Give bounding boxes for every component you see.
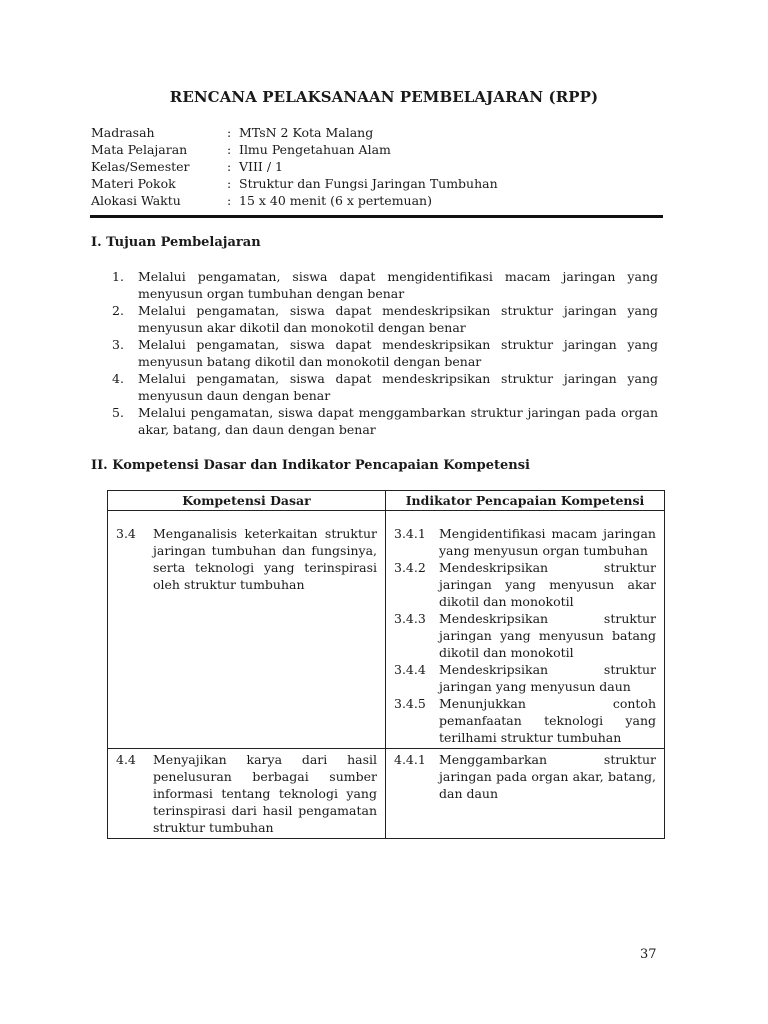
table-row <box>108 749 665 839</box>
kd-item <box>116 525 377 593</box>
indicator-item <box>394 661 656 695</box>
kd-number: 3.4 <box>116 526 136 541</box>
indicator-item <box>394 525 656 559</box>
table-header-row <box>108 491 665 511</box>
indicator-cell <box>386 511 665 749</box>
list-item <box>112 268 658 302</box>
indicator-text: Mendeskripsikan struktur jaringan yang menyusun akar dikotil dan monokotil <box>439 560 656 609</box>
info-block <box>91 124 666 209</box>
page-title: RENCANA PELAKSANAAN PEMBELAJARAN (RPP) <box>169 88 599 106</box>
info-row-materi-pokok <box>91 175 666 192</box>
list-item <box>112 404 658 438</box>
kd-cell <box>108 511 386 749</box>
kd-number: 4.4 <box>116 752 136 767</box>
competency-table <box>107 490 665 839</box>
indicator-text: Menggambarkan struktur jaringan pada organ akar, batang, dan daun <box>439 752 656 801</box>
kd-text: Menyajikan karya dari hasil penelusuran berbagai sumber informasi tentang teknologi yang terinspirasi dari hasil pengamatan struktur tumbuhan <box>153 752 377 835</box>
page-number: 37 <box>640 947 657 962</box>
indicator-number: 3.4.4 <box>394 662 426 677</box>
info-row-madrasah <box>91 124 666 141</box>
kd-item <box>116 751 377 836</box>
goal-number: 1. <box>112 269 124 284</box>
goal-text: Melalui pengamatan, siswa dapat menggambarkan struktur jaringan pada organ akar, batang, dan daun dengan benar <box>138 405 658 437</box>
indicator-item <box>394 559 656 610</box>
info-colon: : <box>227 193 232 208</box>
section-heading-tujuan: I. Tujuan Pembelajaran <box>91 235 261 250</box>
indicator-cell <box>386 749 665 839</box>
goal-text: Melalui pengamatan, siswa dapat mendeskripsikan struktur jaringan yang menyusun daun dengan benar <box>138 371 658 403</box>
goal-text: Melalui pengamatan, siswa dapat mendeskripsikan struktur jaringan yang menyusun akar dikotil dan monokotil dengan benar <box>138 303 658 335</box>
goal-text: Melalui pengamatan, siswa dapat mendeskripsikan struktur jaringan yang menyusun batang dikotil dan monokotil dengan benar <box>138 337 658 369</box>
info-row-kelas-semester <box>91 158 666 175</box>
indicator-number: 3.4.1 <box>394 526 426 541</box>
list-item <box>112 302 658 336</box>
indicator-item <box>394 610 656 661</box>
list-item <box>112 336 658 370</box>
info-label: Kelas/Semester <box>91 159 190 174</box>
column-header-indikator: Indikator Pencapaian Kompetensi <box>386 491 665 511</box>
indicator-item <box>394 751 656 802</box>
info-value: 15 x 40 menit (6 x pertemuan) <box>239 193 432 208</box>
info-colon: : <box>227 125 232 140</box>
goal-text: Melalui pengamatan, siswa dapat mengidentifikasi macam jaringan yang menyusun organ tumbuhan dengan benar <box>138 269 658 301</box>
goal-number: 3. <box>112 337 124 352</box>
goal-number: 2. <box>112 303 124 318</box>
section-heading-kompetensi: II. Kompetensi Dasar dan Indikator Pencapaian Kompetensi <box>91 458 530 473</box>
kd-text: Menganalisis keterkaitan struktur jaringan tumbuhan dan fungsinya, serta teknologi yang terinspirasi oleh struktur tumbuhan <box>153 526 377 592</box>
info-label: Mata Pelajaran <box>91 142 188 157</box>
info-value: MTsN 2 Kota Malang <box>239 125 374 140</box>
goals-list <box>112 268 658 438</box>
info-colon: : <box>227 142 232 157</box>
info-row-alokasi-waktu <box>91 192 666 209</box>
info-value: Struktur dan Fungsi Jaringan Tumbuhan <box>239 176 498 191</box>
info-row-mata-pelajaran <box>91 141 666 158</box>
indicator-text: Mendeskripsikan struktur jaringan yang menyusun batang dikotil dan monokotil <box>439 611 656 660</box>
info-value: Ilmu Pengetahuan Alam <box>239 142 391 157</box>
indicator-number: 3.4.2 <box>394 560 426 575</box>
column-header-kompetensi-dasar: Kompetensi Dasar <box>108 491 386 511</box>
indicator-text: Mendeskripsikan struktur jaringan yang menyusun daun <box>439 662 656 694</box>
info-value: VIII / 1 <box>239 159 283 174</box>
goal-number: 5. <box>112 405 124 420</box>
info-colon: : <box>227 176 232 191</box>
info-label: Madrasah <box>91 125 155 140</box>
info-colon: : <box>227 159 232 174</box>
list-item <box>112 370 658 404</box>
indicator-number: 3.4.3 <box>394 611 426 626</box>
indicator-text: Menunjukkan contoh pemanfaatan teknologi yang terilhami struktur tumbuhan <box>439 696 656 745</box>
indicator-item <box>394 695 656 746</box>
indicator-number: 3.4.5 <box>394 696 426 711</box>
kd-cell <box>108 749 386 839</box>
indicator-number: 4.4.1 <box>394 752 426 767</box>
goal-number: 4. <box>112 371 124 386</box>
info-label: Alokasi Waktu <box>91 193 181 208</box>
info-label: Materi Pokok <box>91 176 176 191</box>
table-row <box>108 511 665 749</box>
header-divider <box>90 215 663 218</box>
indicator-text: Mengidentifikasi macam jaringan yang menyusun organ tumbuhan <box>439 526 656 558</box>
